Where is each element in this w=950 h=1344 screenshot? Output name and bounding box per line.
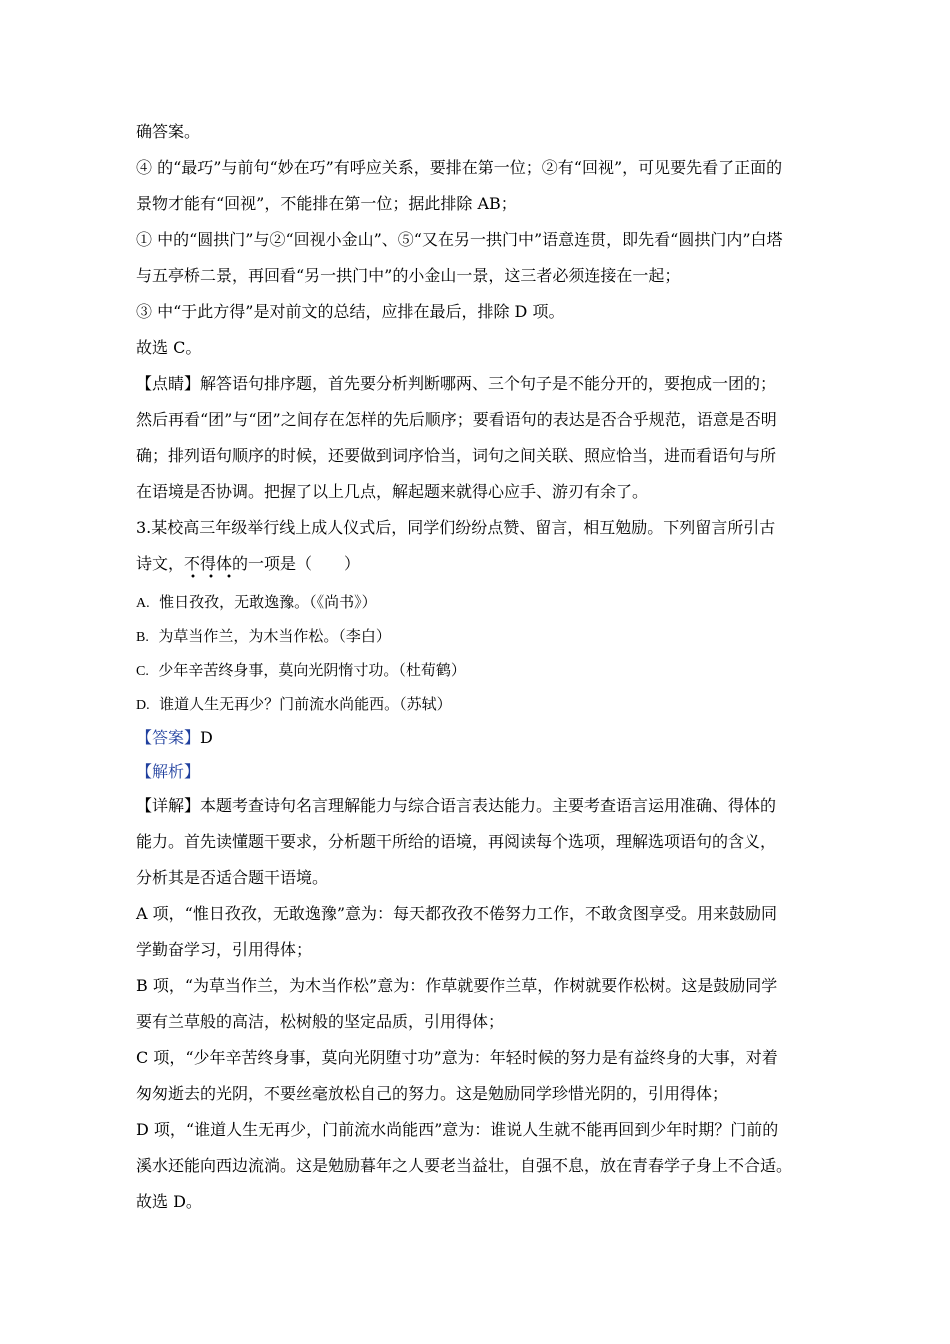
text-line: 然后再看“团”与“团”之间存在怎样的先后顺序；要看语句的表达是否合乎规范，语意是否明 (136, 410, 777, 429)
detail-line: 能力。首先读懂题干要求，分析题干所给的语境，再阅读每个选项，理解选项语句的含义， (136, 832, 777, 851)
option-letter: A. (136, 596, 150, 611)
text-line: 【点睛】解答语句排序题，首先要分析判断哪两、三个句子是不能分开的，要抱成一团的； (136, 374, 777, 393)
detail-line: 故选 D。 (136, 1192, 202, 1211)
text-line: ④ 的“最巧”与前句“妙在巧”有呼应关系，要排在第一位；②有“回视”，可见要先看了正面的 (136, 158, 783, 177)
emphasis-text: 不得体 (184, 554, 232, 579)
text-line: ③ 中“于此方得”是对前文的总结，应排在最后，排除 D 项。 (136, 302, 565, 321)
question-stem-prefix: 诗文， (136, 554, 185, 573)
detail-line: C 项，“少年辛苦终身事，莫向光阴堕寸功”意为：年轻时候的努力是有益终身的大事，对着 (136, 1048, 778, 1067)
question-stem-suffix: 的一项是（ ） (232, 554, 361, 573)
text-line: 确；排列语句顺序的时候，还要做到词序恰当，词句之间关联、照应恰当，进而看语句与所 (136, 446, 777, 465)
question-stem-line2 (136, 554, 360, 574)
detail-line: 溪水还能向西边流淌。这是勉励暮年之人要老当益壮，自强不息，放在青春学子身上不合适。 (136, 1156, 793, 1175)
text-line: 在语境是否协调。把握了以上几点，解起题来就得心应手、游刃有余了。 (136, 482, 649, 501)
answer-line (136, 728, 213, 748)
option-a (136, 592, 377, 612)
detail-line: 匆匆逝去的光阴，不要丝毫放松自己的努力。这是勉励同学珍惜光阴的，引用得体； (136, 1084, 729, 1103)
detail-line: 要有兰草般的高洁，松树般的坚定品质，引用得体； (136, 1012, 505, 1031)
detail-line: A 项，“惟日孜孜，无敢逸豫”意为：每天都孜孜不倦努力工作，不敢贪图享受。用来鼓励同 (136, 904, 778, 923)
answer-label: 【答案】 (136, 728, 201, 747)
option-letter: B. (136, 630, 149, 645)
question-stem: 3.某校高三年级举行线上成人仪式后，同学们纷纷点赞、留言，相互勉励。下列留言所引古 (136, 518, 776, 537)
option-text: 惟日孜孜，无敢逸豫。（《尚书》） (159, 593, 377, 611)
text-line: 故选 C。 (136, 338, 202, 357)
detail-line: 分析其是否适合题干语境。 (136, 868, 329, 887)
text-line: 景物才能有“回视”，不能排在第一位；据此排除 AB； (136, 194, 517, 213)
option-b (136, 626, 391, 646)
detail-line: D 项，“谁道人生无再少，门前流水尚能西”意为：谁说人生就不能再回到少年时期？门前的 (136, 1120, 779, 1139)
text-line: 与五亭桥二景，再回看“另一拱门中”的小金山一景，这三者必须连接在一起； (136, 266, 681, 285)
text-line: 确答案。 (136, 122, 201, 141)
option-c (136, 660, 466, 680)
detail-line: B 项，“为草当作兰，为木当作松”意为：作草就要作兰草，作树就要作松树。这是鼓励同学 (136, 976, 778, 995)
option-letter: C. (136, 664, 149, 679)
option-text: 少年辛苦终身事，莫向光阴惰寸功。（杜荀鹤） (158, 661, 466, 679)
answer-value: D (200, 728, 213, 747)
option-d (136, 694, 452, 714)
analysis-label: 【解析】 (136, 762, 201, 781)
option-text: 谁道人生无再少？门前流水尚能西。（苏轼） (159, 695, 452, 713)
detail-line: 【详解】本题考查诗句名言理解能力与综合语言表达能力。主要考查语言运用准确、得体的 (136, 796, 777, 815)
option-letter: D. (136, 698, 150, 713)
detail-line: 学勤奋学习，引用得体； (136, 940, 313, 959)
text-line: ① 中的“圆拱门”与②“回视小金山”、⑤“又在另一拱门中”语意连贯，即先看“圆拱门内”白塔 (136, 230, 783, 249)
option-text: 为草当作兰，为木当作松。（李白） (158, 627, 391, 645)
